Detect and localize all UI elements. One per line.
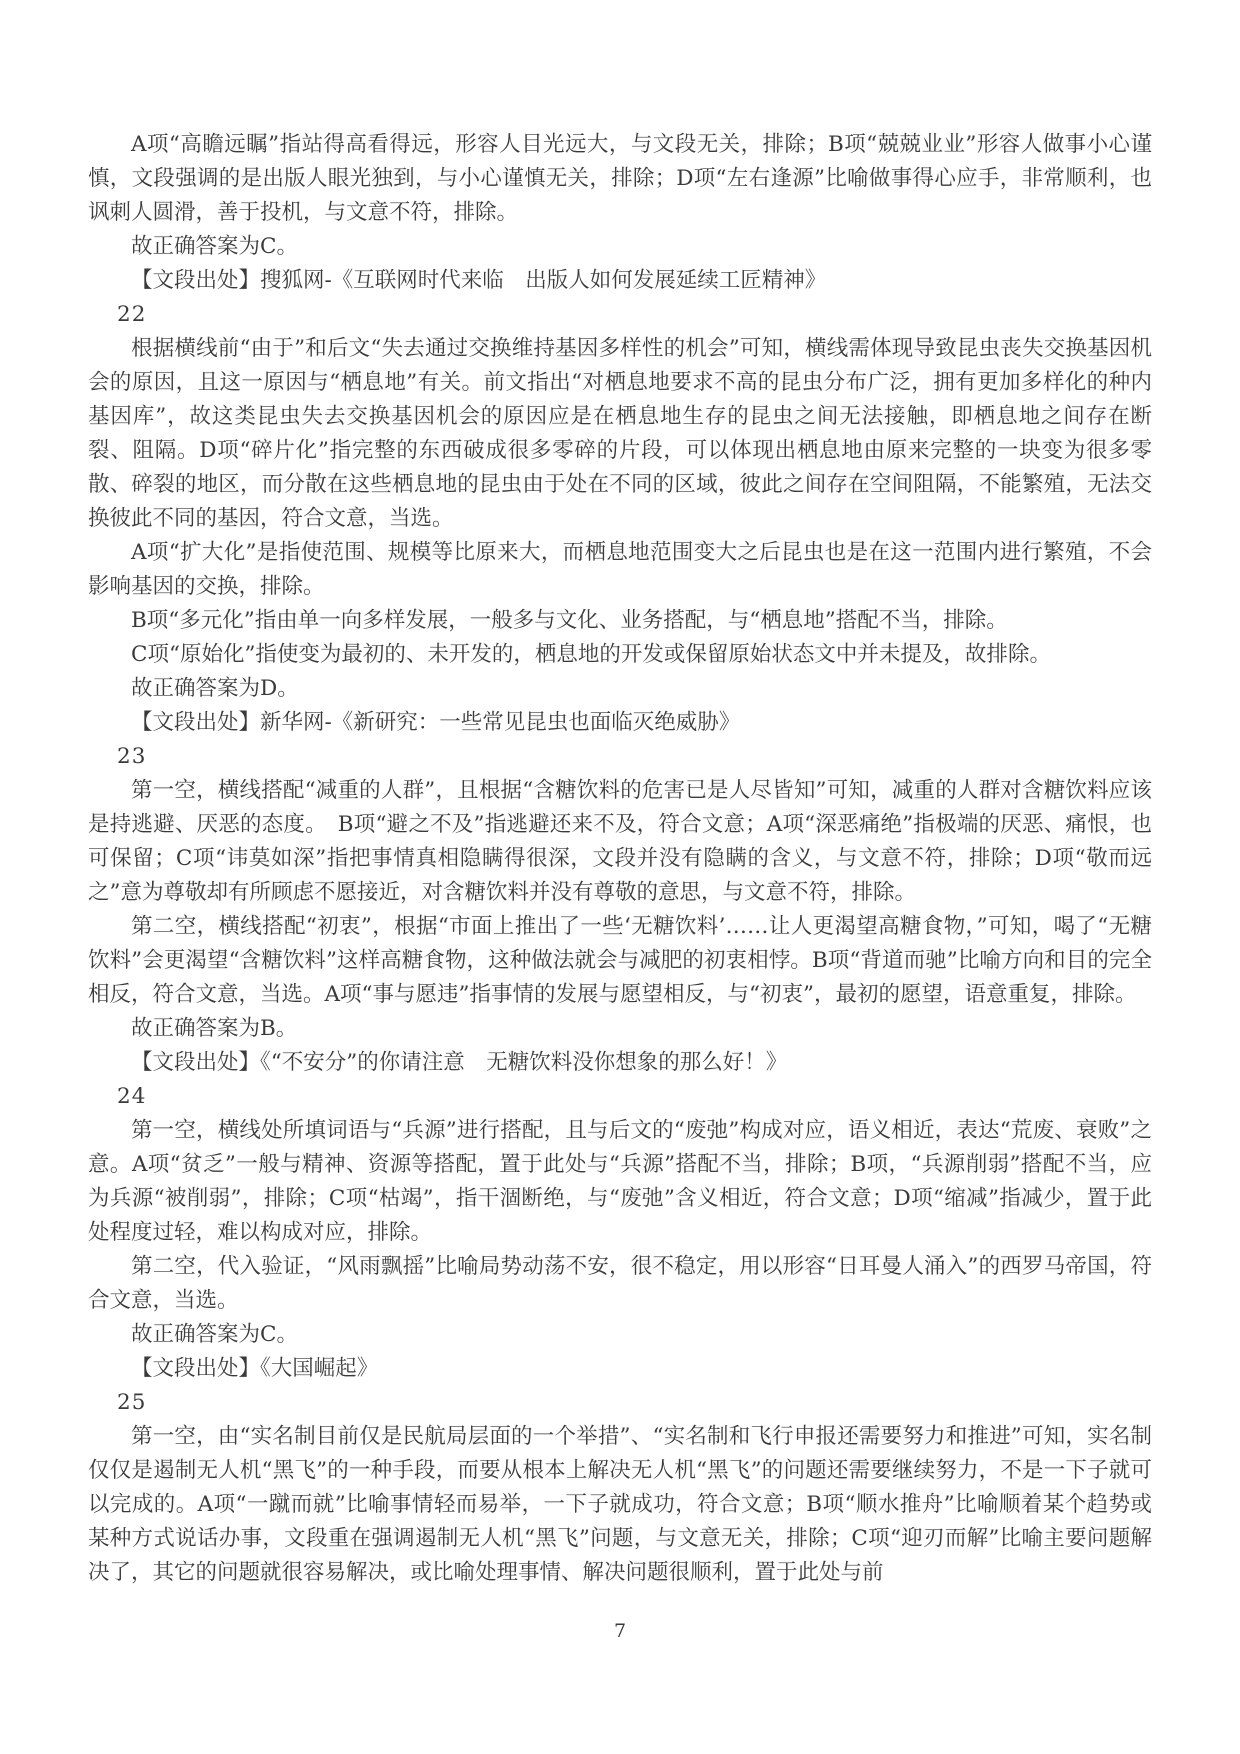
- explanation-paragraph: A项“高瞻远瞩”指站得高看得远，形容人目光远大，与文段无关，排除；B项“兢兢业业”形容人做事小心谨慎，文段强调的是出版人眼光独到，与小心谨慎无关，排除；D项“左右逢源”比喻做事得心应手，非常顺利，也讽刺人圆滑，善于投机，与文意不符，排除。: [88, 132, 1152, 225]
- explanation-paragraph: 第一空，横线处所填词语与“兵源”进行搭配，且与后文的“废弛”构成对应，语义相近，表达“荒废、衰败”之意。A项“贫乏”一般与精神、资源等搭配，置于此处与“兵源”搭配不当，排除；B项，“兵源削弱”搭配不当，应为兵源“被削弱”，排除；C项“枯竭”，指干涸断绝，与“废弛”含义相近，符合文意；D项“缩减”指减少，置于此处程度过轻，难以构成对应，排除。: [88, 1118, 1152, 1245]
- explanations-text-block: [88, 128, 1152, 1590]
- explanation-paragraph: C项“原始化”指使变为最初的、未开发的，栖息地的开发或保留原始状态文中并未提及，故排除。: [131, 642, 1051, 667]
- explanation-paragraph: B项“多元化”指由单一向多样发展，一般多与文化、业务搭配，与“栖息地”搭配不当，排除。: [131, 608, 1008, 633]
- question-number: 24: [117, 1084, 147, 1109]
- explanation-paragraph: 第二空，代入验证，“风雨飘摇”比喻局势动荡不安，很不稳定，用以形容“日耳曼人涌入”的西罗马帝国，符合文意，当选。: [88, 1254, 1152, 1313]
- explanation-paragraph: 第一空，横线搭配“减重的人群”，且根据“含糖饮料的危害已是人尽皆知”可知，减重的人群对含糖饮料应该是持逃避、厌恶的态度。 B项“避之不及”指逃避还来不及，符合文意；A项“深恶痛绝”指极端的厌恶、痛恨，也可保留；C项“讳莫如深”指把事情真相隐瞒得很深，文段并没有隐瞒的含义，与文意不符，排除；D项“敬而远之”意为尊敬却有所顾虑不愿接近，对含糖饮料并没有尊敬的意思，与文意不符，排除。: [88, 778, 1152, 905]
- question-number: 22: [117, 302, 147, 327]
- explanation-paragraph: 第一空，由“实名制目前仅是民航局层面的一个举措”、“实名制和飞行申报还需要努力和推进”可知，实名制仅仅是遏制无人机“黑飞”的一种手段，而要从根本上解决无人机“黑飞”的问题还需要继续努力，不是一下子就可以完成的。A项“一蹴而就”比喻事情轻而易举，一下子就成功，符合文意；B项“顺水推舟”比喻顺着某个趋势或某种方式说话办事，文段重在强调遏制无人机“黑飞”问题，与文意无关，排除；C项“迎刃而解”比喻主要问题解决了，其它的问题就很容易解决，或比喻处理事情、解决问题很顺利，置于此处与前: [88, 1424, 1152, 1585]
- question-number: 25: [117, 1390, 147, 1415]
- page-number: 7: [613, 1620, 627, 1642]
- verdict-line: 故正确答案为C。: [131, 234, 298, 259]
- source-line: 【文段出处】新华网-《新研究：一些常见昆虫也面临灭绝威胁》: [131, 710, 741, 735]
- explanation-paragraph: 第二空，横线搭配“初衷”，根据“市面上推出了一些‘无糖饮料’……让人更渴望高糖食物，”可知，喝了“无糖饮料”会更渴望“含糖饮料”这样高糖食物，这种做法就会与减肥的初衷相悖。B项“背道而驰”比喻方向和目的完全相反，符合文意，当选。A项“事与愿违”指事情的发展与愿望相反，与“初衷”，最初的愿望，语意重复，排除。: [88, 914, 1152, 1007]
- verdict-line: 故正确答案为C。: [131, 1322, 298, 1347]
- verdict-line: 故正确答案为B。: [131, 1016, 298, 1041]
- verdict-line: 故正确答案为D。: [131, 676, 299, 701]
- source-line: 【文段出处】搜狐网-《互联网时代来临 出版人如何发展延续工匠精神》: [131, 268, 827, 293]
- explanation-paragraph: 根据横线前“由于”和后文“失去通过交换维持基因多样性的机会”可知，横线需体现导致昆虫丧失交换基因机会的原因，且这一原因与“栖息地”有关。前文指出“对栖息地要求不高的昆虫分布广泛，拥有更加多样化的种内基因库”，故这类昆虫失去交换基因机会的原因应是在栖息地生存的昆虫之间无法接触，即栖息地之间存在断裂、阻隔。D项“碎片化”指完整的东西破成很多零碎的片段，可以体现出栖息地由原来完整的一块变为很多零散、碎裂的地区，而分散在这些栖息地的昆虫由于处在不同的区域，彼此之间存在空间阻隔，不能繁殖，无法交换彼此不同的基因，符合文意，当选。: [88, 336, 1152, 531]
- explanation-paragraph: A项“扩大化”是指使范围、规模等比原来大，而栖息地范围变大之后昆虫也是在这一范围内进行繁殖，不会影响基因的交换，排除。: [88, 540, 1152, 599]
- question-number: 23: [117, 744, 147, 769]
- source-line: 【文段出处】《“不安分”的你请注意 无糖饮料没你想象的那么好！》: [131, 1050, 788, 1075]
- source-line: 【文段出处】《大国崛起》: [131, 1356, 379, 1381]
